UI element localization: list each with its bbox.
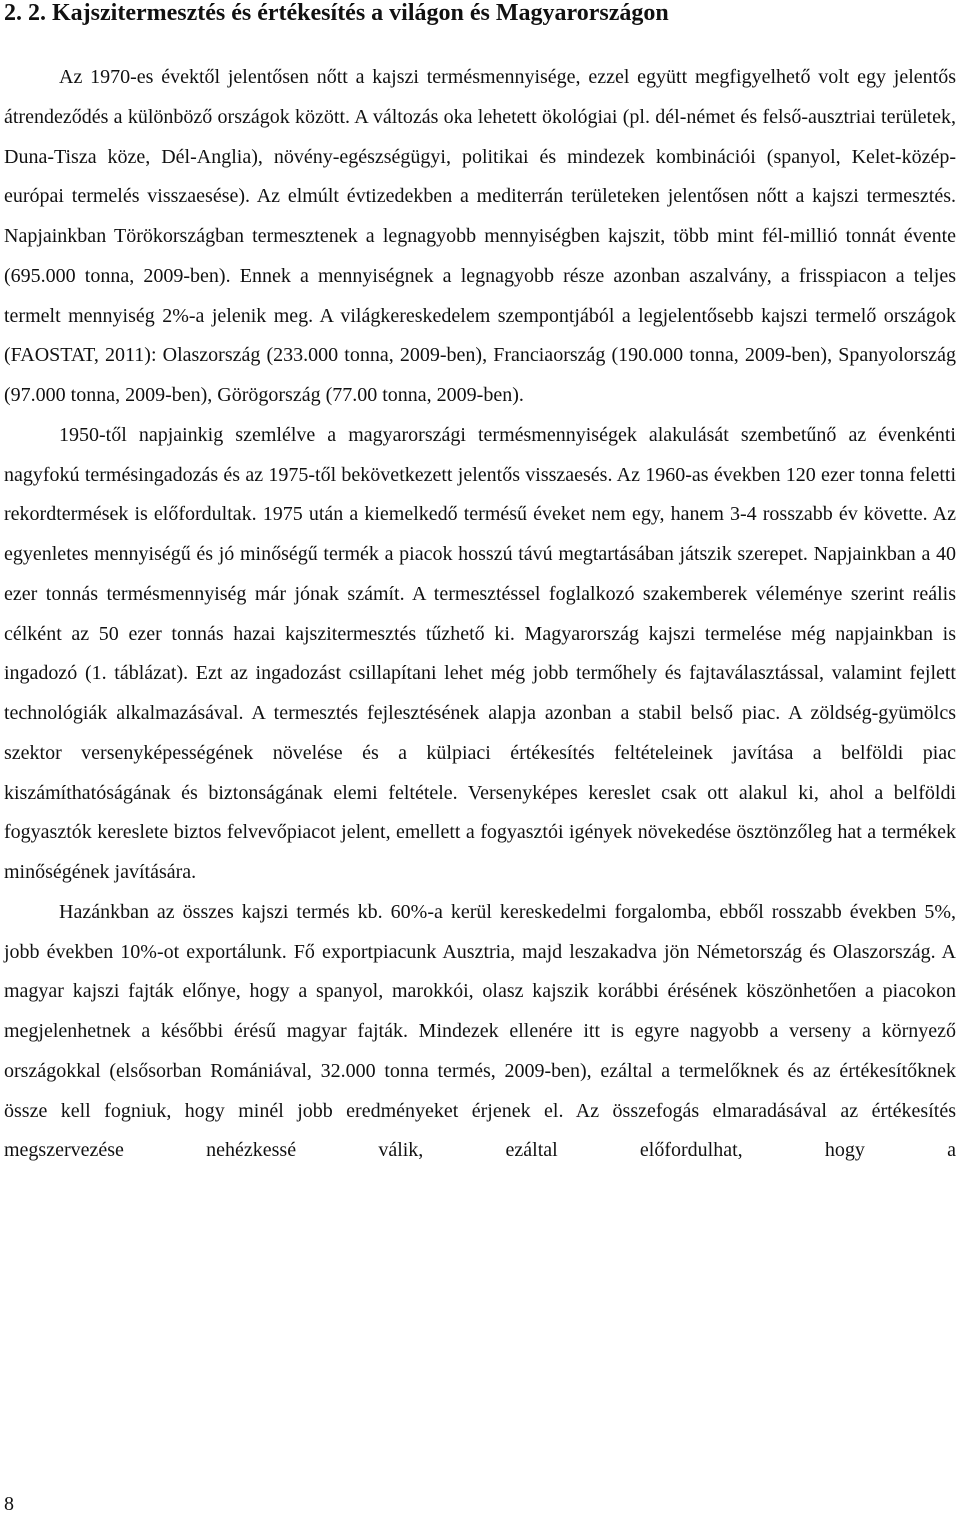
section-title: Kajszitermesztés és értékesítés a világon és Magyarországon (52, 0, 669, 26)
paragraph-world-production: Az 1970-es évektől jelentősen nőtt a kajszi termésmennyisége, ezzel együtt megfigyelhető volt egy jelentős átrendeződés a különböző országok között. A változás oka lehetett ökológiai (pl. dél-német és felső-ausztriai területek, Duna-Tisza köze, Dél-Anglia), növény-egészségügyi, politikai és mindezek kombinációi (spanyol, Kelet-közép-európai termelés visszaesése). Az elmúlt évtizedekben a mediterrán területeken jelentősen nőtt a kajszi termesztés. Napjainkban Törökországban termesztenek a legnagyobb mennyiségben kajszit, több mint fél-millió tonnát évente (695.000 tonna, 2009-ben). Ennek a mennyiségnek a legnagyobb része azonban aszalvány, a frisspiacon a teljes termelt mennyiség 2%-a jelenik meg. A világkereskedelem szempontjából a legjelentősebb kajszi termelő országok (FAOSTAT, 2011): Olaszország (233.000 tonna, 2009-ben), Franciaország (190.000 tonna, 2009-ben), Spanyolország (97.000 tonna, 2009-ben), Görögország (77.00 tonna, 2009-ben). (4, 66, 956, 406)
section-number: 2. 2. (4, 0, 46, 26)
paragraph-marketing: Hazánkban az összes kajszi termés kb. 60%-a kerül kereskedelmi forgalomba, ebből rosszabb években 5%, jobb években 10%-ot exportálunk. Fő exportpiacunk Ausztria, majd leszakadva jön Németország és Olaszország. A magyar kajszi fajták előnye, hogy a spanyol, marokkói, olasz kajszik korábbi érésének köszönhetően a piacokon megjelenhetnek a későbbi érésű magyar fajták. Mindezek ellenére itt is egyre nagyobb a verseny a környező országokkal (elsősorban Romániával, 32.000 tonna termés, 2009-ben), ezáltal a termelőknek és az értékesítőknek össze kell fogniuk, hogy minél jobb eredményeket érjenek el. Az összefogás elmaradásával az értékesítés megszervezése nehézkessé válik, ezáltal előfordulhat, hogy a (4, 900, 956, 1162)
page-number: 8 (4, 1493, 14, 1515)
paragraph-hungarian-production: 1950-től napjainkig szemlélve a magyarországi termésmennyiségek alakulását szembetűnő az évenkénti nagyfokú termésingadozás és az 1975-től bekövetkezett jelentős visszaesés. Az 1960-as években 120 ezer tonna feletti rekordtermések is előfordultak. 1975 után a kiemelkedő termésű éveket nem egy, hanem 3-4 rosszabb év követte. Az egyenletes mennyiségű és jó minőségű termék a piacok hosszú távú megtartásában játszik szerepet. Napjainkban a 40 ezer tonnás termésmennyiség már jónak számít. A termesztéssel foglalkozó szakemberek véleménye szerint reális célként az 50 ezer tonnás hazai kajszitermesztés tűzhető ki. Magyarország kajszi termelése még napjainkban is ingadozó (1. táblázat). Ezt az ingadozást csillapítani lehet még jobb termőhely és fajtaválasztással, valamint fejlett technológiák alkalmazásával. A termesztés fejlesztésének alapja azonban a stabil belső piac. A zöldség-gyümölcs szektor versenyképességének növelése és a külpiaci értékesítés feltételeinek javítása a belföldi piac kiszámíthatóságának és biztonságának elemi feltétele. Versenyképes kereslet csak ott alakul ki, ahol a belföldi fogyasztók kereslete biztos felvevőpiacot jelent, emellett a fogyasztói igények növekedése ösztönzőleg hat a termékek minőségének javítására. (4, 423, 956, 883)
section-heading (4, 0, 954, 28)
body-text (4, 58, 956, 1171)
